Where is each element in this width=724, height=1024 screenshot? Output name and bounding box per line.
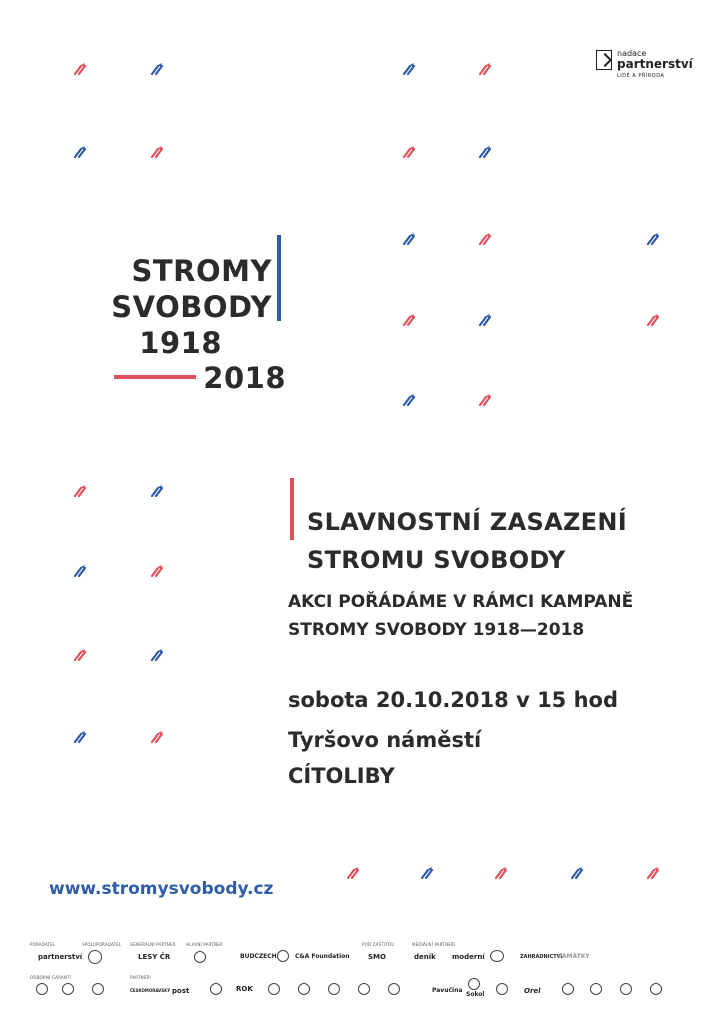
leaf-mark-icon: [478, 62, 492, 75]
logo-guarantor3-icon: [92, 983, 104, 995]
leaf-mark-icon: [478, 145, 492, 158]
section-label-general: GENERÁLNÍ PARTNER: [130, 942, 176, 947]
leaf-mark-icon: [420, 866, 434, 879]
event-subtitle-line1: AKCI POŘÁDÁME V RÁMCI KAMPANĚ: [288, 592, 634, 612]
event-date: sobota 20.10.2018 v 15 hod: [288, 688, 619, 712]
leaf-mark-icon: [478, 393, 492, 406]
leaf-mark-icon: [150, 62, 164, 75]
section-label-main: HLAVNÍ PARTNER: [186, 942, 223, 947]
logo-moderni: moderní: [452, 953, 485, 961]
logo-ca-icon: [277, 950, 289, 962]
logo-guarantor2-icon: [62, 983, 74, 995]
logo-media-icon: [490, 950, 504, 962]
section-label-co-organizer: SPOLUPOŘADATEL: [82, 942, 122, 947]
logo-partner2-icon: [268, 983, 280, 995]
section-label-media: MEDIÁLNÍ PARTNEŘI: [412, 942, 456, 947]
leaf-mark-icon: [402, 145, 416, 158]
logo-sokol-icon: [468, 978, 480, 990]
nadace-partnerstvi-logo: [596, 49, 693, 82]
logo-line2: partnerství: [617, 57, 693, 71]
logo-partner11-icon: [650, 983, 662, 995]
logo-partner9-icon: [590, 983, 602, 995]
leaf-mark-icon: [646, 232, 660, 245]
event-place: Tyršovo náměstí: [288, 728, 482, 752]
event-town: CÍTOLIBY: [288, 764, 395, 788]
website-link[interactable]: www.stromysvobody.cz: [49, 879, 274, 899]
leaf-mark-icon: [494, 866, 508, 879]
logo-post: post: [172, 987, 190, 995]
logo-ca-foundation: C&A Foundation: [295, 953, 350, 960]
campaign-title-line2: SVOBODY: [111, 290, 272, 324]
leaf-mark-icon: [402, 313, 416, 326]
logo-line3: LIDÉ A PŘÍRODA: [617, 73, 665, 79]
leaf-mark-icon: [150, 648, 164, 661]
logo-pamatky: PAMÁTKY: [558, 953, 590, 960]
logo-partner7-icon: [496, 983, 508, 995]
leaf-mark-icon: [402, 393, 416, 406]
leaf-mark-icon: [646, 866, 660, 879]
logo-smo: SMO: [368, 953, 386, 961]
logo-rok: ROK: [236, 985, 253, 993]
event-subtitle-line2: STROMY SVOBODY 1918—2018: [288, 620, 585, 640]
event-title-line1: SLAVNOSTNÍ ZASAZENÍ: [307, 508, 627, 536]
leaf-mark-icon: [478, 232, 492, 245]
logo-pavucina: Pavučina: [432, 987, 463, 994]
leaf-mark-icon: [73, 62, 87, 75]
logo-partner4-icon: [328, 983, 340, 995]
section-label-patronage: POD ZÁŠTITOU: [362, 942, 395, 947]
event-title-line2: STROMU SVOBODY: [307, 546, 566, 574]
leaf-mark-icon: [646, 313, 660, 326]
leaf-mark-icon: [150, 145, 164, 158]
leaf-mark-icon: [73, 648, 87, 661]
section-label-guarantors: ODBORNÍ GARANTI: [30, 975, 72, 980]
logo-line1: nadace: [617, 49, 647, 58]
logo-partner8-icon: [562, 983, 574, 995]
leaf-mark-icon: [346, 866, 360, 879]
logo-partner1-icon: [210, 983, 222, 995]
title-blue-accent-bar: [277, 235, 281, 321]
section-label-partners: PARTNEŘI: [130, 975, 151, 980]
leaf-mark-icon: [402, 232, 416, 245]
leaf-mark-icon: [402, 62, 416, 75]
leaf-mark-icon: [570, 866, 584, 879]
logo-zahradnictvi: ZAHRADNICTVÍ: [520, 954, 563, 960]
leaf-mark-icon: [73, 564, 87, 577]
leaf-mark-icon: [478, 313, 492, 326]
leaf-mark-icon: [150, 730, 164, 743]
logo-denik: deník: [414, 953, 436, 961]
event-red-accent-bar: [290, 478, 294, 540]
logo-partner10-icon: [620, 983, 632, 995]
logo-co-organizer-icon: [88, 950, 102, 964]
logo-partnerstvi: partnerství: [38, 953, 83, 961]
campaign-title-line1: STROMY: [131, 254, 272, 288]
logo-main-partner-icon: [194, 951, 206, 963]
logo-orel: Orel: [524, 987, 541, 995]
campaign-title-year-start: 1918: [139, 326, 222, 360]
section-label-organizer: POŘADATEL: [30, 942, 56, 947]
logo-sokol: Sokol: [466, 991, 485, 998]
title-red-accent-bar: [114, 375, 196, 379]
logo-partner6-icon: [388, 983, 400, 995]
leaf-mark-icon: [73, 145, 87, 158]
logo-budczech: BUDCZECH: [240, 953, 277, 960]
logo-ceskomoravsky: ČESKOMORAVSKÝ: [130, 988, 171, 993]
leaf-mark-icon: [73, 730, 87, 743]
logo-partner3-icon: [298, 983, 310, 995]
logo-guarantor1-icon: [36, 983, 48, 995]
partnerstvi-logo-mark-icon: [596, 50, 612, 70]
leaf-mark-icon: [73, 484, 87, 497]
logo-lesycr: LESY ČR: [138, 953, 171, 961]
leaf-mark-icon: [150, 484, 164, 497]
campaign-title-year-end: 2018: [203, 361, 286, 395]
leaf-mark-icon: [150, 564, 164, 577]
logo-partner5-icon: [358, 983, 370, 995]
